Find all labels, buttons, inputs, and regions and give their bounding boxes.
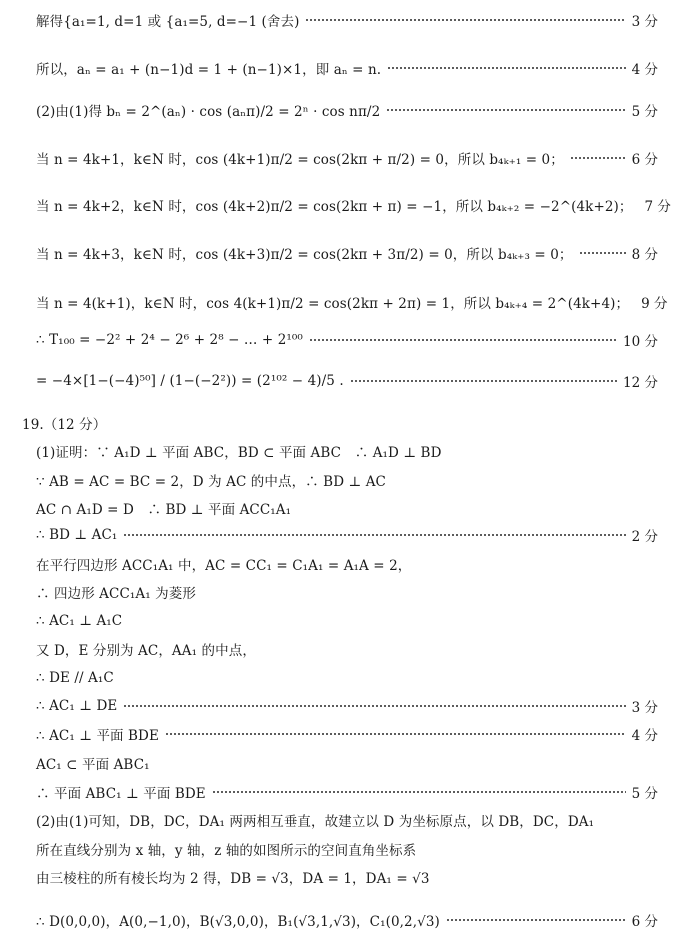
score-label: 5 分 <box>631 786 658 802</box>
solution-line-text: (1)证明：∵ A₁D ⊥ 平面 ABC，BD ⊂ 平面 ABC ∴ A₁D ⊥ BD <box>36 445 442 461</box>
solution-line-row <box>36 666 658 690</box>
solution-line-text: ∴ DE // A₁C <box>36 670 114 686</box>
solution-line-row <box>36 552 658 576</box>
solution-line <box>0 241 692 265</box>
solution-line-row <box>36 837 658 861</box>
solution-line <box>0 609 692 633</box>
solution-line-row <box>36 694 658 718</box>
solution-line-text: 解得{a₁=1, d=1 或 {a₁=5, d=−1 (舍去) <box>36 14 300 30</box>
score-label: 4 分 <box>631 728 658 744</box>
solution-line <box>0 780 692 804</box>
solution-line-row <box>36 609 658 633</box>
solution-line <box>0 552 692 576</box>
solution-line-text: (2)由(1)可知，DB，DC，DA₁ 两两相互垂直，故建立以 D 为坐标原点，以 DB，DC，DA₁ <box>36 814 595 830</box>
solution-line-row <box>36 808 658 832</box>
score-label: 3 分 <box>631 700 658 716</box>
solution-line-text: 当 n = 4(k+1)，k∈N 时，cos 4(k+1)π/2 = cos(2kπ + 2π) = 1，所以 b₄ₖ₊₄ = 2^(4k+4)； <box>36 296 630 312</box>
dot-leader <box>123 534 625 536</box>
solution-line-text: 当 n = 4k+1，k∈N 时，cos (4k+1)π/2 = cos(2kπ + π/2) = 0，所以 b₄ₖ₊₁ = 0； <box>36 152 564 168</box>
solution-line <box>0 837 692 861</box>
solution-line-row <box>36 523 658 547</box>
solution-line-text: ∵ AB = AC = BC = 2，D 为 AC 的中点，∴ BD ⊥ AC <box>36 474 386 490</box>
solution-line <box>0 290 692 314</box>
score-label: 6 分 <box>631 914 658 930</box>
solution-line <box>0 865 692 889</box>
solution-line <box>0 751 692 775</box>
solution-line-row <box>36 193 671 217</box>
solution-line-text: AC ∩ A₁D = D ∴ BD ⊥ 平面 ACC₁A₁ <box>36 502 292 518</box>
solution-line-row <box>36 751 658 775</box>
solution-line-text: ∴ AC₁ ⊥ A₁C <box>36 613 123 629</box>
dot-leader <box>579 252 626 254</box>
solution-line-row <box>36 780 658 804</box>
score-label: 8 分 <box>631 247 658 263</box>
solution-line <box>0 146 692 170</box>
solution-line-text: AC₁ ⊂ 平面 ABC₁ <box>36 757 150 773</box>
solution-line <box>0 496 692 520</box>
solution-line <box>0 439 692 463</box>
score-label: 3 分 <box>631 14 658 30</box>
solution-line-text: ∴ AC₁ ⊥ 平面 BDE <box>36 728 159 744</box>
solution-line <box>0 193 692 217</box>
solution-line-row <box>36 722 658 746</box>
solution-line-row <box>36 8 658 32</box>
dot-leader <box>350 380 617 382</box>
score-label: 12 分 <box>623 375 658 391</box>
score-label: 9 分 <box>641 296 668 312</box>
dot-leader <box>387 67 625 69</box>
solution-line-row <box>36 580 658 604</box>
solution-line-row <box>36 56 658 80</box>
solution-line <box>0 637 692 661</box>
solution-line <box>0 666 692 690</box>
solution-line <box>0 694 692 718</box>
solution-line-text: 当 n = 4k+3，k∈N 时，cos (4k+3)π/2 = cos(2kπ + 3π/2) = 0，所以 b₄ₖ₊₃ = 0； <box>36 247 573 263</box>
solution-line <box>0 98 692 122</box>
solution-line-text: ∴ BD ⊥ AC₁ <box>36 527 118 543</box>
solution-line-row <box>36 369 658 393</box>
solution-line-text: 由三棱柱的所有棱长均为 2 得，DB = √3，DA = 1，DA₁ = √3 <box>36 871 430 887</box>
solution-line-text: = −4×[1−(−4)⁵⁰] / (1−(−2²)) = (2¹⁰² − 4)/5 . <box>36 373 344 389</box>
solution-line <box>0 328 692 352</box>
solution-line-row <box>36 468 658 492</box>
solution-line <box>0 722 692 746</box>
dot-leader <box>165 733 626 735</box>
solution-line-text: ∴ 平面 ABC₁ ⊥ 平面 BDE <box>36 786 206 802</box>
solution-line <box>0 56 692 80</box>
solution-line-row <box>36 290 668 314</box>
solution-line-row <box>36 328 658 352</box>
solution-line-text: 在平行四边形 ACC₁A₁ 中，AC = CC₁ = C₁A₁ = A₁A = 2， <box>36 558 412 574</box>
solution-line <box>0 908 692 932</box>
solution-line <box>0 411 692 435</box>
solution-line-row <box>22 411 658 435</box>
dot-leader <box>386 109 625 111</box>
solution-line-text: ∴ 四边形 ACC₁A₁ 为菱形 <box>36 586 196 602</box>
score-label: 6 分 <box>631 152 658 168</box>
solution-line-text: 所以，aₙ = a₁ + (n−1)d = 1 + (n−1)×1，即 aₙ = n. <box>36 62 382 78</box>
solution-line-text: 19.（12 分） <box>22 417 107 433</box>
solution-line-text: (2)由(1)得 bₙ = 2^(aₙ) · cos (aₙπ)/2 = 2ⁿ · cos nπ/2 <box>36 104 381 120</box>
dot-leader <box>570 157 626 159</box>
dot-leader <box>123 705 625 707</box>
score-label: 5 分 <box>631 104 658 120</box>
solution-line-text: 又 D，E 分别为 AC，AA₁ 的中点， <box>36 643 256 659</box>
score-label: 2 分 <box>631 529 658 545</box>
solution-line <box>0 8 692 32</box>
dot-leader <box>446 919 626 921</box>
solution-line-text: ∴ D(0,0,0)，A(0,−1,0)，B(√3,0,0)，B₁(√3,1,√3)，C₁(0,2,√3) <box>36 914 440 930</box>
solution-line-text: ∴ AC₁ ⊥ DE <box>36 698 118 714</box>
solution-line-row <box>36 439 658 463</box>
solution-line <box>0 808 692 832</box>
solution-line <box>0 523 692 547</box>
solution-line-row <box>36 637 658 661</box>
dot-leader <box>305 19 625 21</box>
dot-leader <box>212 791 626 793</box>
solution-line-text: 所在直线分别为 x 轴，y 轴，z 轴的如图所示的空间直角坐标系 <box>36 843 417 859</box>
solution-line <box>0 580 692 604</box>
solution-line-text: ∴ T₁₀₀ = −2² + 2⁴ − 2⁶ + 2⁸ − … + 2¹⁰⁰ <box>36 332 303 348</box>
score-label: 10 分 <box>623 334 658 350</box>
score-label: 7 分 <box>644 199 671 215</box>
solution-line-row <box>36 241 658 265</box>
score-label: 4 分 <box>631 62 658 78</box>
solution-line <box>0 468 692 492</box>
solution-line <box>0 369 692 393</box>
solution-line-row <box>36 496 658 520</box>
solution-line-row <box>36 98 658 122</box>
solution-line-row <box>36 146 658 170</box>
solution-line-row <box>36 865 658 889</box>
solution-line-row <box>36 908 658 932</box>
dot-leader <box>309 339 617 341</box>
solution-line-text: 当 n = 4k+2，k∈N 时，cos (4k+2)π/2 = cos(2kπ + π) = −1，所以 b₄ₖ₊₂ = −2^(4k+2)； <box>36 199 633 215</box>
